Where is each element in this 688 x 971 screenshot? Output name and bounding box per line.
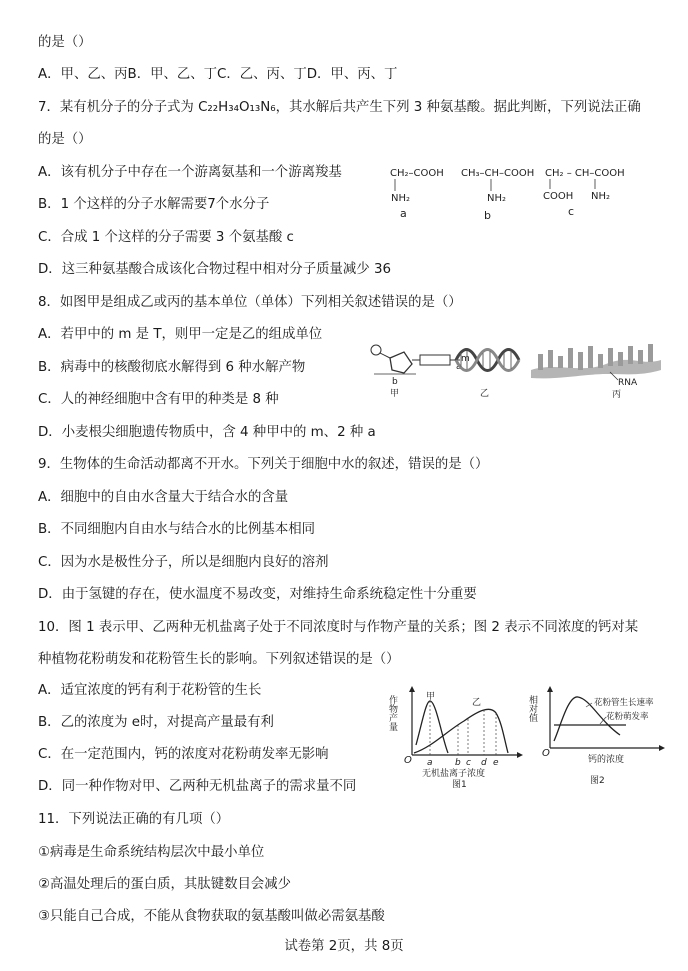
amino-c-formula: CH₂ – CH–COOH — [545, 168, 625, 179]
q11-item-2: ②高温处理后的蛋白质，其肽键数目会减少 — [38, 877, 292, 892]
text-line: 的是（） — [38, 35, 92, 50]
curve-jia — [416, 701, 448, 753]
nucleotide-diagram — [371, 345, 470, 399]
fig1-caption: 图1 — [452, 780, 467, 790]
q7-option-d: D．这三种氨基酸合成该化合物过程中相对分子质量减少 36 — [38, 262, 391, 277]
q7-option-c: C．合成 1 个这样的分子需要 3 个氨基酸 c — [38, 230, 294, 245]
q11-item-3: ③只能自己合成，不能从食物获取的氨基酸叫做必需氨基酸 — [38, 909, 385, 924]
q8-option-d: D．小麦根尖细胞遗传物质中，含 4 种甲中的 m、2 种 a — [38, 425, 376, 440]
q11-item-1: ①病毒是生命系统结构层次中最小单位 — [38, 845, 265, 860]
tick-b: b — [455, 758, 461, 768]
q7-option-b: B．1 个这样的分子水解需要7个水分子 — [38, 197, 270, 212]
page-footer: 试卷第 2页，共 8页 — [284, 939, 404, 954]
q10-option-a: A．适宜浓度的钙有利于花粉管的生长 — [38, 683, 262, 698]
label-rna: RNA — [618, 378, 638, 388]
fig2-tube-label: 花粉管生长速率 — [594, 698, 654, 708]
text-line: A．甲、乙、丙B．甲、乙、丁C．乙、丙、丁D．甲、丙、丁 — [38, 67, 398, 82]
curve-yi — [414, 709, 508, 753]
q10-option-d: D．同一种作物对甲、乙两种无机盐离子的需求量不同 — [38, 779, 357, 794]
tick-e: e — [493, 758, 499, 768]
fig2-origin: O — [542, 748, 550, 759]
label-m: m — [461, 354, 470, 364]
q9-option-c: C．因为水是极性分子，所以是细胞内良好的溶剂 — [38, 555, 329, 570]
rna-strand — [531, 344, 661, 380]
q9-option-d: D．由于氢键的存在，使水温度不易改变，对维持生命系统稳定性十分重要 — [38, 587, 477, 602]
figure-1 — [387, 683, 527, 790]
amino-b-nh2: NH₂ — [487, 193, 507, 204]
q8-stem: 8．如图甲是组成乙或丙的基本单位（单体）下列相关叙述错误的是（） — [38, 295, 462, 310]
amino-b-label: b — [484, 209, 491, 222]
q9-option-a: A．细胞中的自由水含量大于结合水的含量 — [38, 490, 289, 505]
text-line: 种植物花粉萌发和花粉管生长的影响。下列叙述错误的是（） — [38, 652, 400, 667]
q10-option-b: B．乙的浓度为 e时，对提高产量最有利 — [38, 715, 274, 730]
amino-c-nh2: NH₂ — [591, 191, 611, 202]
q7-option-a: A．该有机分子中存在一个游离氨基和一个游离羧基 — [38, 165, 342, 180]
fig1-jia: 甲 — [426, 692, 436, 702]
fig2-caption: 图2 — [590, 776, 605, 786]
q10-stem: 10．图 1 表示甲、乙两种无机盐离子处于不同浓度时与作物产量的关系；图 2 表示不同浓度的钙对某 — [38, 620, 639, 635]
q10-option-c: C．在一定范围内，钙的浓度对花粉萌发率无影响 — [38, 747, 329, 762]
label-yi: 乙 — [480, 389, 490, 399]
fig1-ylabel: 作物产量 — [387, 695, 397, 731]
label-b: b — [392, 377, 398, 387]
label-a: a — [456, 362, 462, 372]
amino-a-formula: CH₂–COOH — [390, 168, 444, 179]
figure-2 — [527, 683, 670, 788]
fig1-yi: 乙 — [472, 698, 482, 708]
q9-option-b: B．不同细胞内自由水与结合水的比例基本相同 — [38, 522, 315, 537]
fig2-xlabel: 钙的浓度 — [588, 755, 625, 765]
q8-option-c: C．人的神经细胞中含有甲的种类是 8 种 — [38, 392, 279, 407]
tick-d: d — [481, 758, 487, 768]
amino-a-nh2: NH₂ — [391, 193, 411, 204]
text-line: 的是（） — [38, 132, 92, 147]
amino-a-label: a — [400, 207, 407, 220]
label-bing: 丙 — [612, 390, 622, 400]
label-jia: 甲 — [390, 389, 400, 399]
tick-c: c — [466, 758, 471, 768]
fig2-ylabel: 相对值 — [527, 695, 537, 722]
tick-a: a — [427, 758, 433, 768]
q7-stem: 7．某有机分子的分子式为 C₂₂H₃₄O₁₃N₆，其水解后共产生下列 3 种氨基酸。据此判断，下列说法正确 — [38, 100, 641, 115]
amino-b-formula: CH₃–CH–COOH — [461, 168, 535, 179]
nucleotide-figure — [366, 340, 666, 400]
fig2-germ-label: 花粉萌发率 — [606, 712, 649, 722]
amino-acid-figure — [388, 165, 658, 225]
amino-c-cooh: COOH — [543, 191, 574, 202]
q11-stem: 11．下列说法正确的有几项（） — [38, 812, 230, 827]
amino-c-label: c — [568, 205, 575, 218]
q8-option-a: A．若甲中的 m 是 T，则甲一定是乙的组成单位 — [38, 327, 323, 342]
fig1-xlabel: 无机盐离子浓度 — [422, 769, 486, 779]
q8-option-b: B．病毒中的核酸彻底水解得到 6 种水解产物 — [38, 360, 306, 375]
q9-stem: 9．生物体的生命活动都离不开水。下列关于细胞中水的叙述，错误的是（） — [38, 457, 489, 472]
fig1-origin: O — [404, 755, 412, 766]
